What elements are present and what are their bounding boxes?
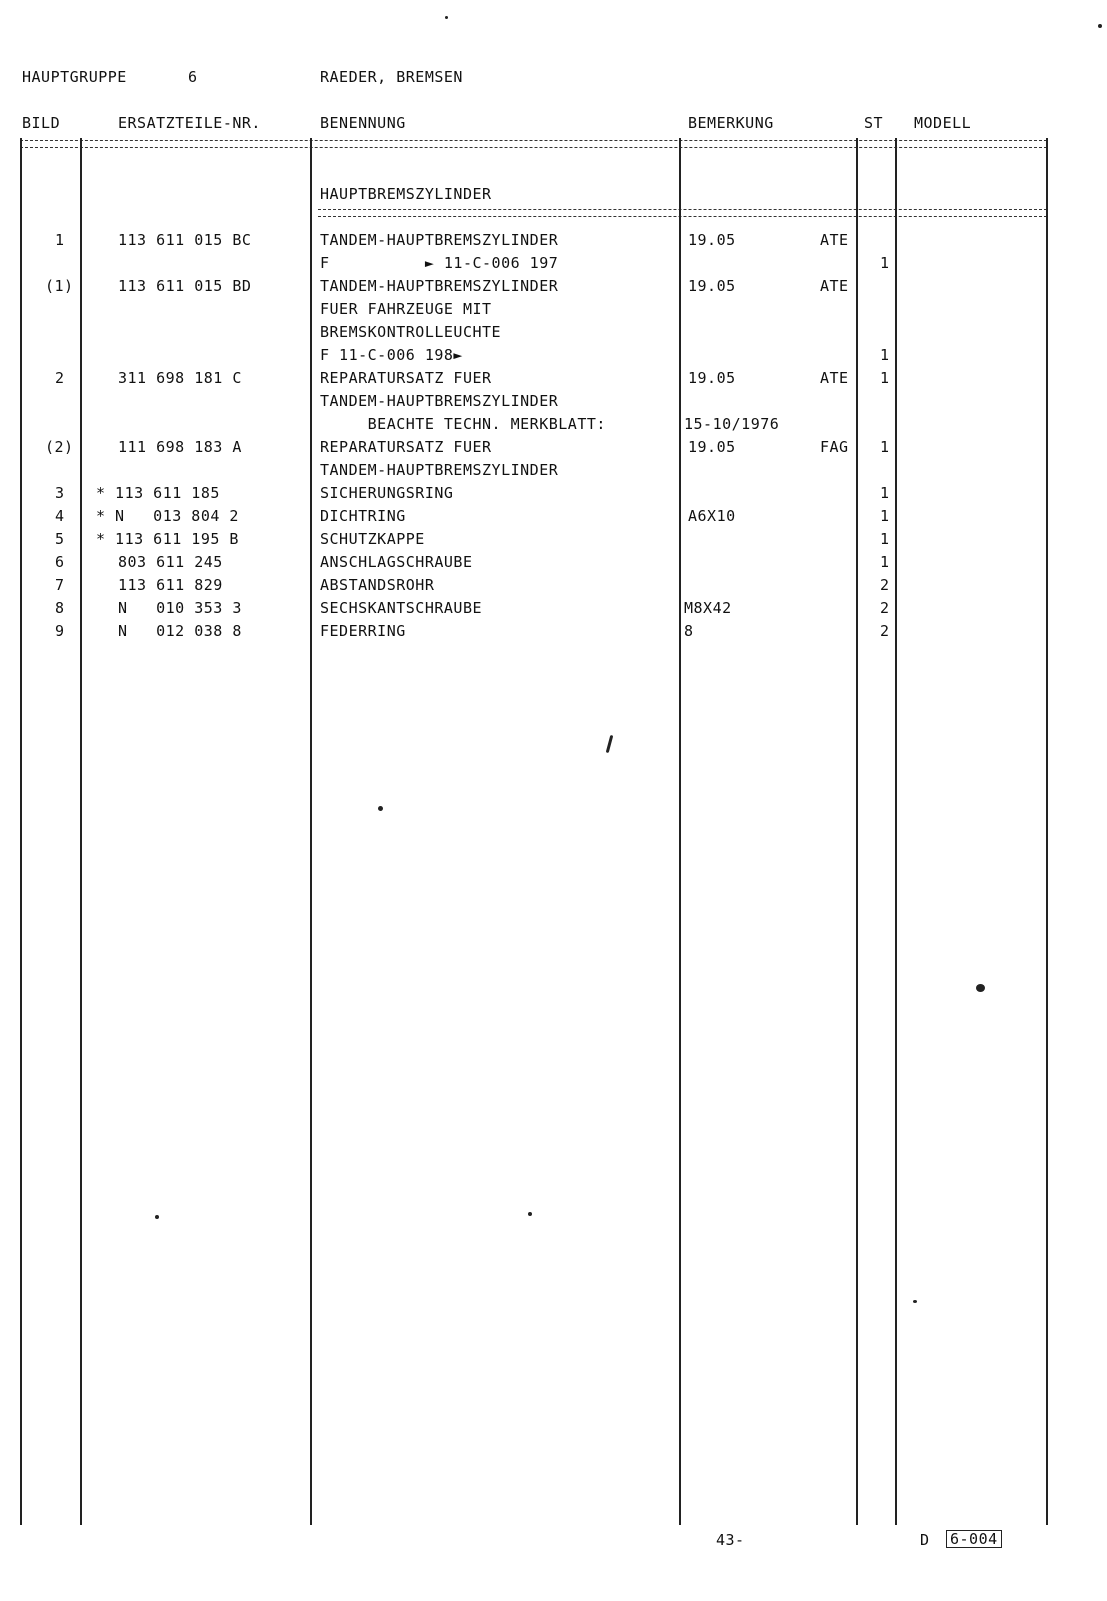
page-number: 43- [716, 1531, 745, 1549]
row-remark: 15-10/1976 [684, 415, 780, 433]
group-title: RAEDER, BREMSEN [320, 68, 463, 86]
header-separator [20, 140, 1047, 148]
row-quantity: 2 [880, 599, 890, 617]
main-group-number: 6 [188, 68, 198, 86]
row-description: SICHERUNGSRING [320, 484, 454, 502]
row-quantity: 1 [880, 530, 890, 548]
col-header-modell: MODELL [914, 114, 972, 132]
row-part-number: N 010 353 3 [118, 599, 242, 617]
row-bild: 7 [55, 576, 65, 594]
col-header-st: ST [864, 114, 884, 132]
scan-speck [528, 1212, 532, 1216]
row-description: F 11-C-006 198► [320, 346, 463, 364]
column-rule [856, 138, 858, 1525]
row-description: REPARATURSATZ FUER [320, 438, 492, 456]
row-bild: 4 [55, 507, 65, 525]
scan-speck [913, 1300, 917, 1303]
row-part-number: 311 698 181 C [118, 369, 242, 387]
column-rule [310, 138, 312, 1525]
row-bild: 1 [55, 231, 65, 249]
row-description: SECHSKANTSCHRAUBE [320, 599, 483, 617]
row-part-number: * 113 611 185 [96, 484, 220, 502]
row-description: TANDEM-HAUPTBREMSZYLINDER [320, 461, 559, 479]
column-rule [895, 138, 897, 1525]
row-description: F ► 11-C-006 197 [320, 254, 559, 272]
row-remark: M8X42 [684, 599, 732, 617]
row-description: ANSCHLAGSCHRAUBE [320, 553, 473, 571]
row-manufacturer: ATE [820, 231, 849, 249]
row-description: DICHTRING [320, 507, 406, 525]
row-remark: 19.05 [688, 231, 736, 249]
column-rule [20, 138, 22, 1525]
row-manufacturer: ATE [820, 277, 849, 295]
col-header-bild: BILD [22, 114, 61, 132]
row-quantity: 1 [880, 369, 890, 387]
row-quantity: 1 [880, 553, 890, 571]
scan-speck [1098, 24, 1102, 28]
row-quantity: 2 [880, 576, 890, 594]
row-quantity: 1 [880, 484, 890, 502]
row-bild: (2) [45, 438, 74, 456]
row-remark: 19.05 [688, 369, 736, 387]
row-description: REPARATURSATZ FUER [320, 369, 492, 387]
col-header-bemerkung: BEMERKUNG [688, 114, 774, 132]
column-rule [679, 138, 681, 1525]
row-description: BEACHTE TECHN. MERKBLATT: [320, 415, 606, 433]
row-description: BREMSKONTROLLEUCHTE [320, 323, 502, 341]
row-remark: A6X10 [688, 507, 736, 525]
row-description: FEDERRING [320, 622, 406, 640]
row-bild: 6 [55, 553, 65, 571]
col-header-ersatzteil: ERSATZTEILE-NR. [118, 114, 261, 132]
row-bild: 9 [55, 622, 65, 640]
scan-speck [606, 735, 614, 753]
scan-speck [445, 16, 448, 19]
row-part-number: 111 698 183 A [118, 438, 242, 456]
language-code: D [920, 1531, 930, 1549]
row-description: ABSTANDSROHR [320, 576, 435, 594]
row-manufacturer: ATE [820, 369, 849, 387]
row-description: TANDEM-HAUPTBREMSZYLINDER [320, 277, 559, 295]
row-part-number: 113 611 829 [118, 576, 223, 594]
row-bild: 5 [55, 530, 65, 548]
row-description: FUER FAHRZEUGE MIT [320, 300, 492, 318]
row-bild: (1) [45, 277, 74, 295]
row-remark: 8 [684, 622, 694, 640]
row-remark: 19.05 [688, 438, 736, 456]
row-remark: 19.05 [688, 277, 736, 295]
row-quantity: 1 [880, 254, 890, 272]
row-description: TANDEM-HAUPTBREMSZYLINDER [320, 231, 559, 249]
row-manufacturer: FAG [820, 438, 849, 456]
row-bild: 2 [55, 369, 65, 387]
scan-speck [155, 1215, 159, 1219]
page-code-box: 6-004 [946, 1530, 1002, 1548]
section-separator [318, 209, 1047, 217]
row-bild: 3 [55, 484, 65, 502]
section-title: HAUPTBREMSZYLINDER [320, 185, 492, 203]
row-part-number: * N 013 804 2 [96, 507, 239, 525]
row-quantity: 1 [880, 507, 890, 525]
row-part-number: * 113 611 195 B [96, 530, 239, 548]
scan-speck [976, 984, 985, 992]
column-rule [80, 138, 82, 1525]
row-quantity: 1 [880, 346, 890, 364]
row-part-number: 803 611 245 [118, 553, 223, 571]
row-description: SCHUTZKAPPE [320, 530, 425, 548]
row-bild: 8 [55, 599, 65, 617]
row-part-number: 113 611 015 BC [118, 231, 252, 249]
row-description: TANDEM-HAUPTBREMSZYLINDER [320, 392, 559, 410]
scan-speck [378, 806, 383, 811]
row-quantity: 2 [880, 622, 890, 640]
row-quantity: 1 [880, 438, 890, 456]
row-part-number: N 012 038 8 [118, 622, 242, 640]
main-group-label: HAUPTGRUPPE [22, 68, 127, 86]
column-rule [1046, 138, 1048, 1525]
row-part-number: 113 611 015 BD [118, 277, 252, 295]
col-header-benennung: BENENNUNG [320, 114, 406, 132]
